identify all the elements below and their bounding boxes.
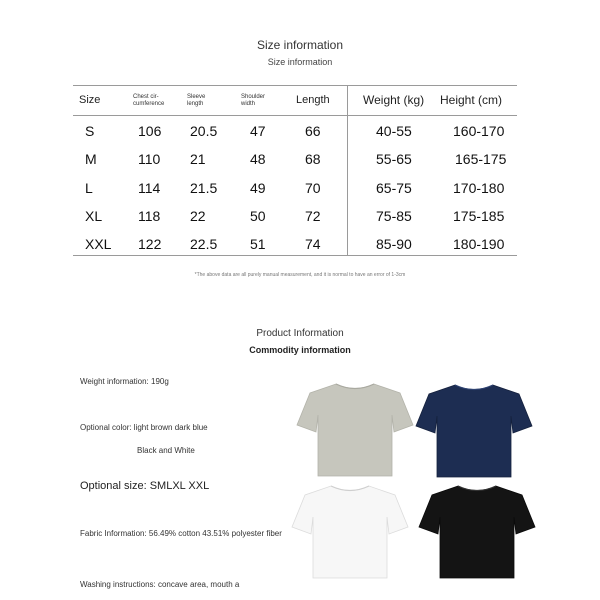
header-weight: Weight (kg) <box>363 93 425 107</box>
row-s-chest: 106 <box>138 123 162 139</box>
header-shoulder: Shoulder width <box>241 94 266 107</box>
fabric-info: Fabric Information: 56.49% cotton 43.51% polyester fiber <box>80 529 282 538</box>
row-l-weight: 65-75 <box>376 180 412 196</box>
row-l-shoulder: 49 <box>250 180 266 196</box>
tshirt-light-brown-body <box>297 384 413 476</box>
row-m-height: 165-175 <box>455 151 507 167</box>
row-xxl-size: XXL <box>85 236 112 252</box>
header-size: Size <box>79 94 101 106</box>
row-s-height: 160-170 <box>453 123 505 139</box>
tshirt-black-body <box>419 486 535 578</box>
row-xl-shoulder: 50 <box>250 208 266 224</box>
product-info-title: Product Information <box>256 328 344 339</box>
row-l-sleeve: 21.5 <box>190 180 218 196</box>
tshirt-dark-blue-body <box>416 385 532 477</box>
row-xl-chest: 118 <box>138 208 161 224</box>
header-length: Length <box>296 94 330 106</box>
row-xxl-height: 180-190 <box>453 236 505 252</box>
row-m-shoulder: 48 <box>250 151 266 167</box>
row-m-chest: 110 <box>138 151 161 167</box>
row-m-weight: 55-65 <box>376 151 412 167</box>
washing-info: Washing instructions: concave area, mouth a <box>80 580 240 589</box>
size-info-title: Size information <box>256 38 344 52</box>
row-xl-length: 72 <box>305 208 321 224</box>
row-xxl-sleeve: 22.5 <box>190 236 218 252</box>
color-info: Optional color: light brown dark blue <box>80 423 208 432</box>
row-m-sleeve: 21 <box>190 151 206 167</box>
row-s-weight: 40-55 <box>376 123 412 139</box>
table-top-border <box>73 85 517 86</box>
row-m-size: M <box>85 151 97 167</box>
row-s-size: S <box>85 123 95 139</box>
row-xl-height: 175-185 <box>453 208 505 224</box>
measurement-note: *The above data are all purely manual measurement, and it is normal to have an error of 1-3cm <box>194 272 406 278</box>
tshirt-black-image <box>418 481 536 579</box>
row-xxl-length: 74 <box>305 236 321 252</box>
row-xl-weight: 75-85 <box>376 208 412 224</box>
header-height: Height (cm) <box>440 93 503 107</box>
row-l-size: L <box>85 180 93 196</box>
table-column-divider <box>347 85 348 256</box>
row-s-sleeve: 20.5 <box>190 123 218 139</box>
row-l-length: 70 <box>305 180 321 196</box>
color-info-cont: Black and White <box>137 446 195 455</box>
row-xxl-chest: 122 <box>138 236 162 252</box>
header-chest: Chest cir- cumference <box>133 94 165 107</box>
tshirt-dark-blue-image <box>415 380 533 478</box>
row-s-length: 66 <box>305 123 321 139</box>
size-table <box>73 85 517 256</box>
table-header-divider <box>73 115 517 116</box>
weight-info: Weight information: 190g <box>80 377 169 386</box>
row-xxl-shoulder: 51 <box>250 236 266 252</box>
tshirt-white-image <box>291 481 409 579</box>
row-xl-size: XL <box>85 208 103 224</box>
row-l-height: 170-180 <box>453 180 505 196</box>
size-info-subtitle: Size information <box>267 57 333 67</box>
header-sleeve: Sleeve length <box>187 94 206 107</box>
row-l-chest: 114 <box>138 180 161 196</box>
row-m-length: 68 <box>305 151 321 167</box>
row-xxl-weight: 85-90 <box>376 236 412 252</box>
table-bottom-border <box>73 255 517 256</box>
row-xl-sleeve: 22 <box>190 208 206 224</box>
row-s-shoulder: 47 <box>250 123 266 139</box>
tshirt-white-body <box>292 486 408 578</box>
tshirt-light-brown-image <box>296 379 414 477</box>
size-options: Optional size: SMLXL XXL <box>80 480 210 492</box>
commodity-info-subtitle: Commodity information <box>249 345 351 355</box>
